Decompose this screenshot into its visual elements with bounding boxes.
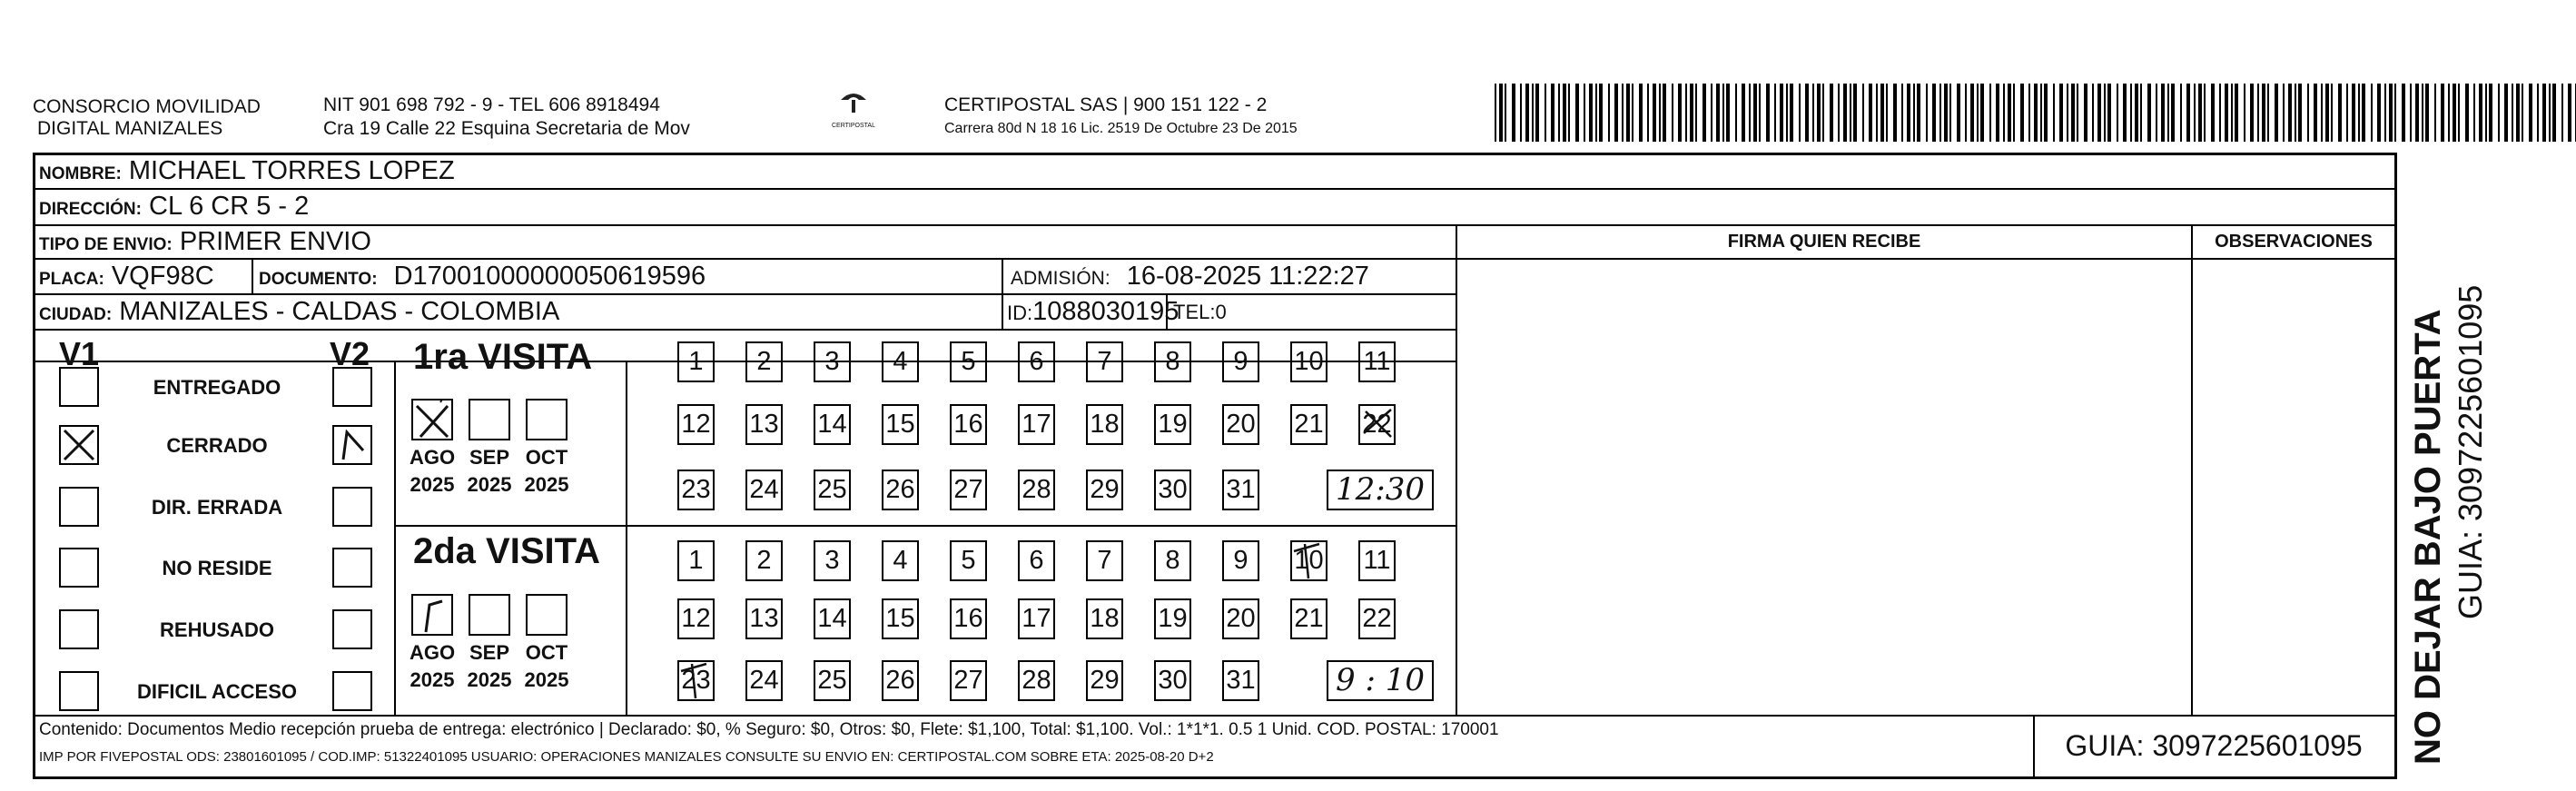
first-visit-day-19[interactable]: 19 bbox=[1154, 404, 1191, 445]
observations-area[interactable] bbox=[2195, 262, 2393, 713]
tel-value: 0 bbox=[1215, 301, 1227, 323]
id-value: 1088030195 bbox=[1032, 297, 1179, 326]
v2-checkbox-no-reside[interactable] bbox=[332, 548, 372, 588]
first-visit-day-13[interactable]: 13 bbox=[745, 404, 783, 445]
second-visit-day-14[interactable]: 14 bbox=[814, 598, 851, 639]
status-label: DIR. ERRADA bbox=[151, 496, 283, 519]
month-caption bbox=[519, 641, 574, 692]
admision-label: ADMISIÓN: bbox=[1011, 268, 1110, 289]
ciudad-value: MANIZALES - CALDAS - COLOMBIA bbox=[119, 297, 560, 326]
second-visit-day-5[interactable]: 5 bbox=[950, 540, 987, 581]
first-visit-day-23[interactable]: 23 bbox=[677, 470, 715, 510]
courier-line-2: Carrera 80d N 18 16 Lic. 2519 De Octubre 23 De 2015 bbox=[944, 121, 1298, 136]
nit-line: NIT 901 698 792 - 9 - TEL 606 8918494 bbox=[323, 94, 660, 115]
year-label: 2025 bbox=[410, 473, 455, 496]
second-visit-day-7[interactable]: 7 bbox=[1086, 540, 1123, 581]
nombre-value: MICHAEL TORRES LOPEZ bbox=[128, 156, 455, 185]
first-visit-day-20[interactable]: 20 bbox=[1222, 404, 1259, 445]
day-mark-icon bbox=[1360, 406, 1397, 446]
year-label: 2025 bbox=[467, 473, 512, 496]
first-visit-day-3[interactable]: 3 bbox=[814, 341, 851, 382]
first-visit-day-27[interactable]: 27 bbox=[950, 470, 987, 510]
day-mark-icon bbox=[1292, 542, 1328, 582]
second-visit-day-6[interactable]: 6 bbox=[1018, 540, 1055, 581]
v2-checkbox-entregado[interactable] bbox=[332, 367, 372, 407]
month-caption bbox=[405, 641, 459, 692]
first-visit-day-5[interactable]: 5 bbox=[950, 341, 987, 382]
second-visit-day-30[interactable]: 30 bbox=[1154, 660, 1191, 701]
placa-cell bbox=[39, 262, 214, 292]
year-label: 2025 bbox=[524, 668, 569, 691]
documento-label: DOCUMENTO: bbox=[259, 270, 378, 289]
second-visit-day-20[interactable]: 20 bbox=[1222, 598, 1259, 639]
year-label: 2025 bbox=[524, 473, 569, 496]
v1-header: V1 bbox=[59, 335, 100, 372]
month-caption bbox=[405, 446, 459, 497]
v1-checkbox-dificil-acceso[interactable] bbox=[59, 671, 99, 711]
month-checkbox-sep[interactable] bbox=[469, 399, 510, 440]
month-label: AGO bbox=[409, 641, 456, 664]
firma-header: FIRMA QUIEN RECIBE bbox=[1727, 232, 1921, 252]
v2-header: V2 bbox=[330, 335, 370, 372]
second-visit-day-19[interactable]: 19 bbox=[1154, 598, 1191, 639]
month-label: OCT bbox=[525, 446, 568, 469]
second-visit-day-15[interactable]: 15 bbox=[882, 598, 919, 639]
month-caption bbox=[462, 641, 517, 692]
month-checkbox-ago[interactable] bbox=[411, 399, 453, 440]
ciudad-label: CIUDAD: bbox=[39, 305, 113, 324]
v1-checkbox-rehusado[interactable] bbox=[59, 609, 99, 649]
imp-text: IMP POR FIVEPOSTAL ODS: 23801601095 / COD.IMP: 51322401095 USUARIO: OPERACIONES MANIZALES CONSULTE SU ENVIO EN: CERTIPOSTAL.COM SOBRE ETA: 2025-08-20 D+2 bbox=[39, 749, 1214, 765]
tipo-row bbox=[39, 227, 371, 257]
month-checkbox-ago[interactable] bbox=[411, 594, 453, 636]
tipo-label: TIPO DE ENVIO: bbox=[39, 235, 173, 254]
first-visit-day-7[interactable]: 7 bbox=[1086, 341, 1123, 382]
first-visit-day-30[interactable]: 30 bbox=[1154, 470, 1191, 510]
second-visit-day-13[interactable]: 13 bbox=[745, 598, 783, 639]
second-visit-time[interactable]: 9 : 10 bbox=[1327, 660, 1434, 701]
courier-info bbox=[944, 94, 1298, 138]
first-visit-day-6[interactable]: 6 bbox=[1018, 341, 1055, 382]
v1-checkbox-cerrado[interactable] bbox=[59, 425, 99, 465]
first-visit-day-8[interactable]: 8 bbox=[1154, 341, 1191, 382]
placa-label: PLACA: bbox=[39, 270, 104, 289]
second-visit-day-2[interactable]: 2 bbox=[745, 540, 783, 581]
tel-cell bbox=[1173, 301, 1227, 324]
placa-value: VQF98C bbox=[111, 262, 214, 291]
first-visit-day-31[interactable]: 31 bbox=[1222, 470, 1259, 510]
observaciones-header: OBSERVACIONES bbox=[2215, 232, 2373, 252]
nombre-label: NOMBRE: bbox=[39, 164, 122, 183]
direccion-value: CL 6 CR 5 - 2 bbox=[149, 192, 310, 221]
second-visit-day-26[interactable]: 26 bbox=[882, 660, 919, 701]
first-visit-day-2[interactable]: 2 bbox=[745, 341, 783, 382]
second-visit-title: 2da VISITA bbox=[413, 531, 600, 571]
company-line-2: DIGITAL MANIZALES bbox=[37, 118, 223, 139]
second-visit-day-31[interactable]: 31 bbox=[1222, 660, 1259, 701]
logo-text: CERTIPOSTAL bbox=[832, 123, 875, 129]
tipo-value: PRIMER ENVIO bbox=[179, 227, 371, 256]
nombre-row bbox=[39, 156, 455, 186]
second-visit-day-17[interactable]: 17 bbox=[1018, 598, 1055, 639]
first-visit-day-4[interactable]: 4 bbox=[882, 341, 919, 382]
first-visit-day-25[interactable]: 25 bbox=[814, 470, 851, 510]
delivery-form bbox=[33, 153, 2397, 779]
second-visit-day-10[interactable]: 10 bbox=[1290, 540, 1327, 581]
month-caption bbox=[519, 446, 574, 497]
contenido-text: Contenido: Documentos Medio recepción prueba de entrega: electrónico | Declarado: $0, % Seguro: $0, Otros: $0, Flete: $1,100, Total: $1,100. Vol.: 1*1*1. 0.5 1 Unid. COD. POSTAL: 170001 bbox=[39, 720, 1499, 739]
first-visit-day-22[interactable]: 22 bbox=[1358, 404, 1396, 445]
second-visit-day-18[interactable]: 18 bbox=[1086, 598, 1123, 639]
documento-value: D17001000000050619596 bbox=[393, 262, 706, 291]
v2-checkbox-dir-errada[interactable] bbox=[332, 487, 372, 527]
second-visit-day-3[interactable]: 3 bbox=[814, 540, 851, 581]
second-visit-day-27[interactable]: 27 bbox=[950, 660, 987, 701]
side-guia: GUIA: 3097225601095 bbox=[2452, 284, 2489, 619]
barcode bbox=[1495, 84, 2576, 142]
second-visit-day-1[interactable]: 1 bbox=[677, 540, 715, 581]
no-dejar-bajo-puerta: NO DEJAR BAJO PUERTA bbox=[2408, 309, 2448, 765]
admision-value: 16-08-2025 11:22:27 bbox=[1126, 262, 1369, 291]
first-visit-title: 1ra VISITA bbox=[413, 337, 593, 377]
v1-checkbox-dir-errada[interactable] bbox=[59, 487, 99, 527]
certipostal-logo-icon bbox=[835, 87, 872, 118]
first-visit-day-11[interactable]: 11 bbox=[1358, 341, 1396, 382]
second-visit-day-29[interactable]: 29 bbox=[1086, 660, 1123, 701]
second-visit-day-28[interactable]: 28 bbox=[1018, 660, 1055, 701]
second-visit-day-4[interactable]: 4 bbox=[882, 540, 919, 581]
second-visit-day-11[interactable]: 11 bbox=[1358, 540, 1396, 581]
year-label: 2025 bbox=[467, 668, 512, 691]
first-visit-day-9[interactable]: 9 bbox=[1222, 341, 1259, 382]
ciudad-cell bbox=[39, 297, 559, 327]
address-line: Cra 19 Calle 22 Esquina Secretaria de Mov bbox=[323, 118, 690, 139]
month-label: SEP bbox=[469, 641, 510, 664]
status-label: ENTREGADO bbox=[153, 376, 281, 399]
first-visit-time[interactable]: 12:30 bbox=[1327, 470, 1434, 510]
first-visit-day-14[interactable]: 14 bbox=[814, 404, 851, 445]
tel-label: TEL: bbox=[1173, 301, 1216, 323]
first-visit-day-10[interactable]: 10 bbox=[1290, 341, 1327, 382]
first-visit-day-16[interactable]: 16 bbox=[950, 404, 987, 445]
first-visit-day-12[interactable]: 12 bbox=[677, 404, 715, 445]
second-visit-day-23[interactable]: 23 bbox=[677, 660, 715, 701]
first-visit-day-21[interactable]: 21 bbox=[1290, 404, 1327, 445]
certipostal-logo bbox=[822, 87, 885, 142]
second-visit-day-21[interactable]: 21 bbox=[1290, 598, 1327, 639]
first-visit-day-18[interactable]: 18 bbox=[1086, 404, 1123, 445]
first-visit-day-24[interactable]: 24 bbox=[745, 470, 783, 510]
month-label: OCT bbox=[525, 641, 568, 664]
first-visit-day-28[interactable]: 28 bbox=[1018, 470, 1055, 510]
v1-checkbox-no-reside[interactable] bbox=[59, 548, 99, 588]
v1-checkbox-entregado[interactable] bbox=[59, 367, 99, 407]
company-name bbox=[33, 96, 261, 140]
direccion-label: DIRECCIÓN: bbox=[39, 200, 142, 219]
footer-guia: GUIA: 3097225601095 bbox=[2065, 729, 2363, 762]
second-visit-day-25[interactable]: 25 bbox=[814, 660, 851, 701]
month-label: AGO bbox=[409, 446, 456, 469]
status-label: NO RESIDE bbox=[162, 557, 272, 579]
month-checkbox-oct[interactable] bbox=[526, 594, 568, 636]
second-visit-day-22[interactable]: 22 bbox=[1358, 598, 1396, 639]
id-label: ID: bbox=[1007, 302, 1033, 324]
status-label: CERRADO bbox=[166, 434, 268, 457]
month-checkbox-oct[interactable] bbox=[526, 399, 568, 440]
month-checkbox-sep[interactable] bbox=[469, 594, 510, 636]
courier-line-1: CERTIPOSTAL SAS | 900 151 122 - 2 bbox=[944, 94, 1268, 115]
second-visit-day-8[interactable]: 8 bbox=[1154, 540, 1191, 581]
v2-checkbox-rehusado[interactable] bbox=[332, 609, 372, 649]
direccion-row bbox=[39, 192, 309, 222]
second-visit-day-16[interactable]: 16 bbox=[950, 598, 987, 639]
v2-checkbox-dificil-acceso[interactable] bbox=[332, 671, 372, 711]
year-label: 2025 bbox=[410, 668, 455, 691]
first-visit-day-1[interactable]: 1 bbox=[677, 341, 715, 382]
signature-area[interactable] bbox=[1459, 262, 2189, 713]
status-label: DIFICIL ACCESO bbox=[136, 680, 297, 703]
first-visit-day-15[interactable]: 15 bbox=[882, 404, 919, 445]
first-visit-day-17[interactable]: 17 bbox=[1018, 404, 1055, 445]
status-label: REHUSADO bbox=[160, 618, 274, 641]
second-visit-day-12[interactable]: 12 bbox=[677, 598, 715, 639]
day-mark-icon bbox=[679, 662, 716, 702]
admision-cell bbox=[1011, 262, 1369, 292]
second-visit-day-24[interactable]: 24 bbox=[745, 660, 783, 701]
first-visit-day-29[interactable]: 29 bbox=[1086, 470, 1123, 510]
id-cell bbox=[1007, 297, 1179, 327]
company-line-1: CONSORCIO MOVILIDAD bbox=[33, 96, 261, 117]
first-visit-day-26[interactable]: 26 bbox=[882, 470, 919, 510]
v2-checkbox-cerrado[interactable] bbox=[332, 425, 372, 465]
documento-cell bbox=[259, 262, 706, 292]
company-contact bbox=[323, 94, 690, 140]
month-label: SEP bbox=[469, 446, 510, 469]
second-visit-day-9[interactable]: 9 bbox=[1222, 540, 1259, 581]
month-caption bbox=[462, 446, 517, 497]
